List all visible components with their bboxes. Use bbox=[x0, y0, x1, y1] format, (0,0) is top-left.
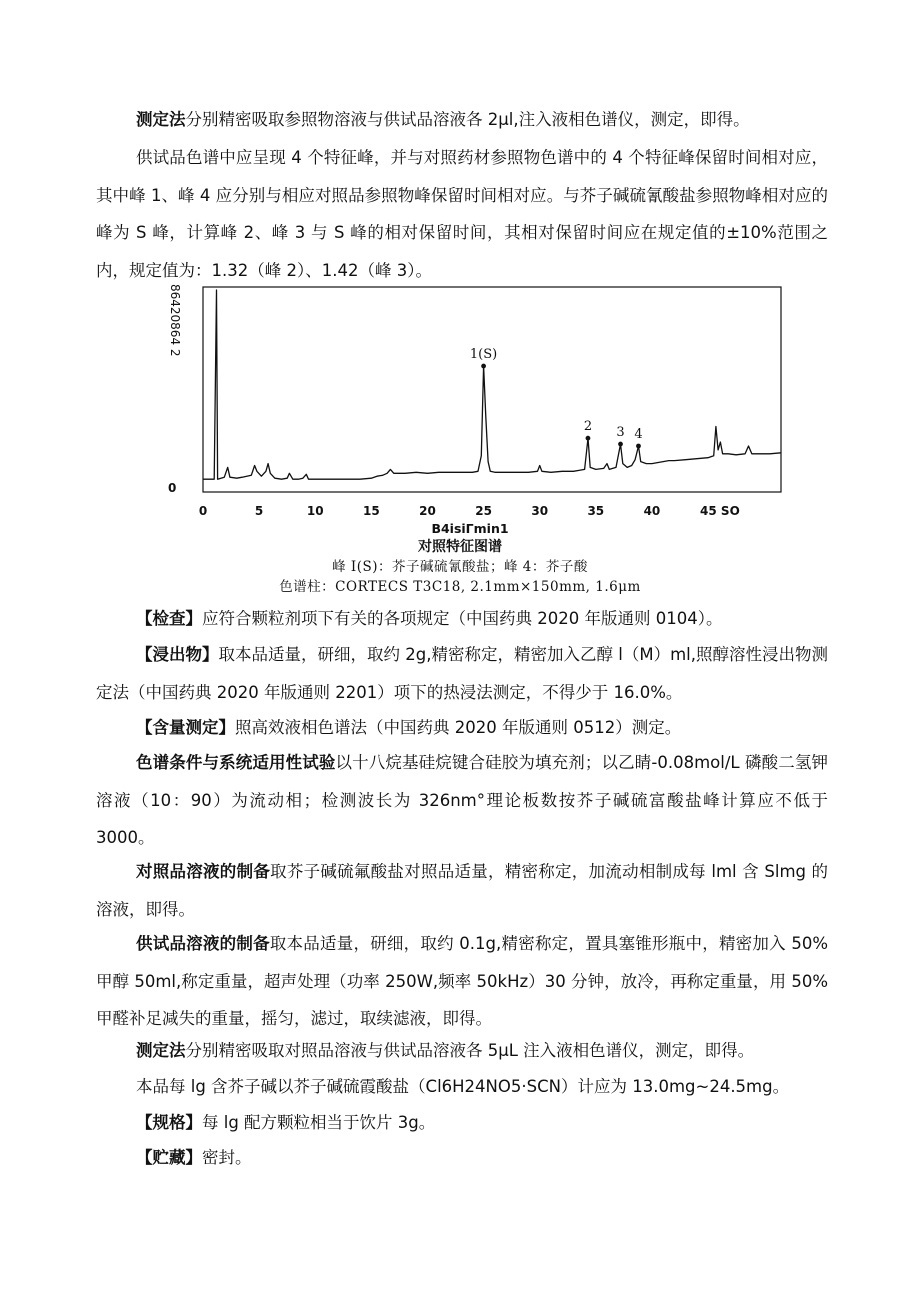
chromatogram-trace bbox=[203, 290, 781, 479]
assay-method-paragraph-2 bbox=[96, 1032, 828, 1070]
inspection-heading: 【检查】 bbox=[136, 609, 202, 628]
fingerprint-requirement-paragraph bbox=[96, 139, 828, 289]
x-tick-label: 10 bbox=[306, 504, 324, 518]
test-solution-text: 取本品适量，研细，取约 0.1g,精密称定，置具塞锥形瓶中，精密加入 50%甲醇 50ml,称定重量，超声处理（功率 250W,频率 50kHz）30 分钟，放冷，再称定重量，用 50%甲醛补足减失的重量，摇匀，滤过，取续滤液，即得。 bbox=[96, 934, 829, 1028]
chromatographic-conditions-text: 以十八烷基硅烷键合硅胶为填充剂；以乙睛-0.08mol∕L 磷酸二氢钾溶液（10：90）为流动相；检测波长为 326nm°理论板数按芥子碱硫富酸盐峰计算应不低于 3000。 bbox=[96, 753, 828, 847]
assay-method-text-2: 分别精密吸取对照品溶液与供试品溶液各 5μL 注入液相色谱仪，测定，即得。 bbox=[185, 1041, 755, 1060]
chromatogram-column-info: 色谱柱：CORTECS T3C18, 2.1mm×150mm, 1.6μm bbox=[279, 579, 641, 595]
peak-marker-dot bbox=[586, 436, 591, 441]
assay-method-heading: 测定法 bbox=[136, 110, 186, 129]
inspection-paragraph bbox=[96, 600, 828, 638]
chromatogram-svg bbox=[150, 280, 790, 540]
storage-heading: 【贮藏】 bbox=[136, 1148, 202, 1167]
content-determination-heading: 【含量测定】 bbox=[136, 718, 235, 737]
content-determination-paragraph bbox=[96, 709, 828, 747]
assay-method-paragraph-1 bbox=[96, 101, 828, 139]
x-axis-label: B4isiΓmin1 bbox=[431, 521, 509, 536]
y-zero-label: 0 bbox=[168, 481, 177, 495]
extract-heading: 【浸出物】 bbox=[136, 645, 219, 664]
assay-method-text: 分别精密吸取参照物溶液与供试品溶液各 2μl,注入液相色谱仪，测定，即得。 bbox=[185, 110, 750, 129]
chromatographic-conditions-paragraph bbox=[96, 744, 828, 857]
content-limit-text: 本品每 lg 含芥子碱以芥子碱硫霞酸盐（Cl6H24NO5·SCN）计应为 13.0mg~24.5mg。 bbox=[136, 1077, 790, 1096]
x-tick-label: 25 bbox=[475, 504, 492, 518]
test-solution-heading: 供试品溶液的制备 bbox=[136, 934, 270, 953]
inspection-text: 应符合颗粒剂项下有关的各项规定（中国药典 2020 年版通则 0104）。 bbox=[202, 609, 723, 628]
x-tick-label: 0 bbox=[198, 504, 208, 518]
reference-solution-text: 取芥子碱硫氟酸盐对照品适量，精密称定，加流动相制成每 lml 含 Slmg 的溶液，即得。 bbox=[96, 862, 829, 919]
reference-solution-heading: 对照品溶液的制备 bbox=[136, 862, 271, 881]
peak-label: 2 bbox=[583, 419, 593, 435]
plot-frame bbox=[203, 287, 781, 492]
x-tick-label: 45 SO bbox=[700, 504, 740, 518]
extract-text: 取本品适量，研细，取约 2g,精密称定，精密加入乙醇 l（M）ml,照醇溶性浸出物测定法（中国药典 2020 年版通则 2201）项下的热浸法测定，不得少于 16.0%。 bbox=[96, 645, 828, 702]
storage-paragraph bbox=[96, 1139, 828, 1177]
y-tick-labels: 86420864 2 bbox=[168, 284, 182, 357]
x-axis-ticks bbox=[199, 504, 740, 518]
specification-heading: 【规格】 bbox=[136, 1113, 202, 1132]
peak-markers bbox=[470, 347, 643, 448]
specification-paragraph bbox=[96, 1104, 828, 1142]
content-determination-text: 照高效液相色谱法（中国药典 2020 年版通则 0512）测定。 bbox=[235, 718, 682, 737]
peak-marker-dot bbox=[481, 364, 486, 369]
peak-label: 4 bbox=[634, 427, 643, 442]
x-tick-label: 20 bbox=[419, 504, 436, 518]
peak-marker-dot bbox=[618, 442, 623, 447]
peak-marker-dot bbox=[636, 444, 641, 449]
x-tick-label: 30 bbox=[531, 504, 549, 518]
test-solution-paragraph bbox=[96, 925, 828, 1038]
peak-label: 1(S) bbox=[469, 347, 498, 363]
fingerprint-requirement-text: 供试品色谱中应呈现 4 个特征峰，并与对照药材参照物色谱中的 4 个特征峰保留时间相对应，其中峰 1、峰 4 应分别与相应对照品参照物峰保留时间相对应。与芥子碱硫氰酸盐参照物峰相对应的峰为 S 峰，计算峰 2、峰 3 与 S 峰的相对保留时间，其相对保留时间应在规定值的±10%范围之内，规定值为：1.32（峰 2）、1.42（峰 3）。 bbox=[96, 148, 828, 280]
specification-text: 每 lg 配方颗粒相当于饮片 3g。 bbox=[202, 1113, 436, 1132]
x-tick-label: 5 bbox=[254, 504, 264, 518]
peak-label: 3 bbox=[616, 425, 625, 441]
storage-text: 密封。 bbox=[202, 1148, 252, 1167]
assay-method-heading-2: 测定法 bbox=[136, 1041, 186, 1060]
x-tick-label: 35 bbox=[587, 504, 605, 518]
x-tick-label: 15 bbox=[362, 504, 380, 518]
chromatogram-peak-legend: 峰 I(S)：芥子碱硫氰酸盐；峰 4：芥子酸 bbox=[332, 559, 588, 575]
extract-paragraph bbox=[96, 636, 828, 711]
reference-chromatogram bbox=[150, 280, 790, 540]
chromatographic-conditions-heading: 色谱条件与系统适用性试验 bbox=[136, 753, 336, 772]
x-tick-label: 40 bbox=[643, 504, 661, 518]
content-limit-paragraph bbox=[96, 1068, 828, 1106]
reference-solution-paragraph bbox=[96, 853, 828, 928]
chromatogram-title: 对照特征图谱 bbox=[418, 539, 502, 555]
